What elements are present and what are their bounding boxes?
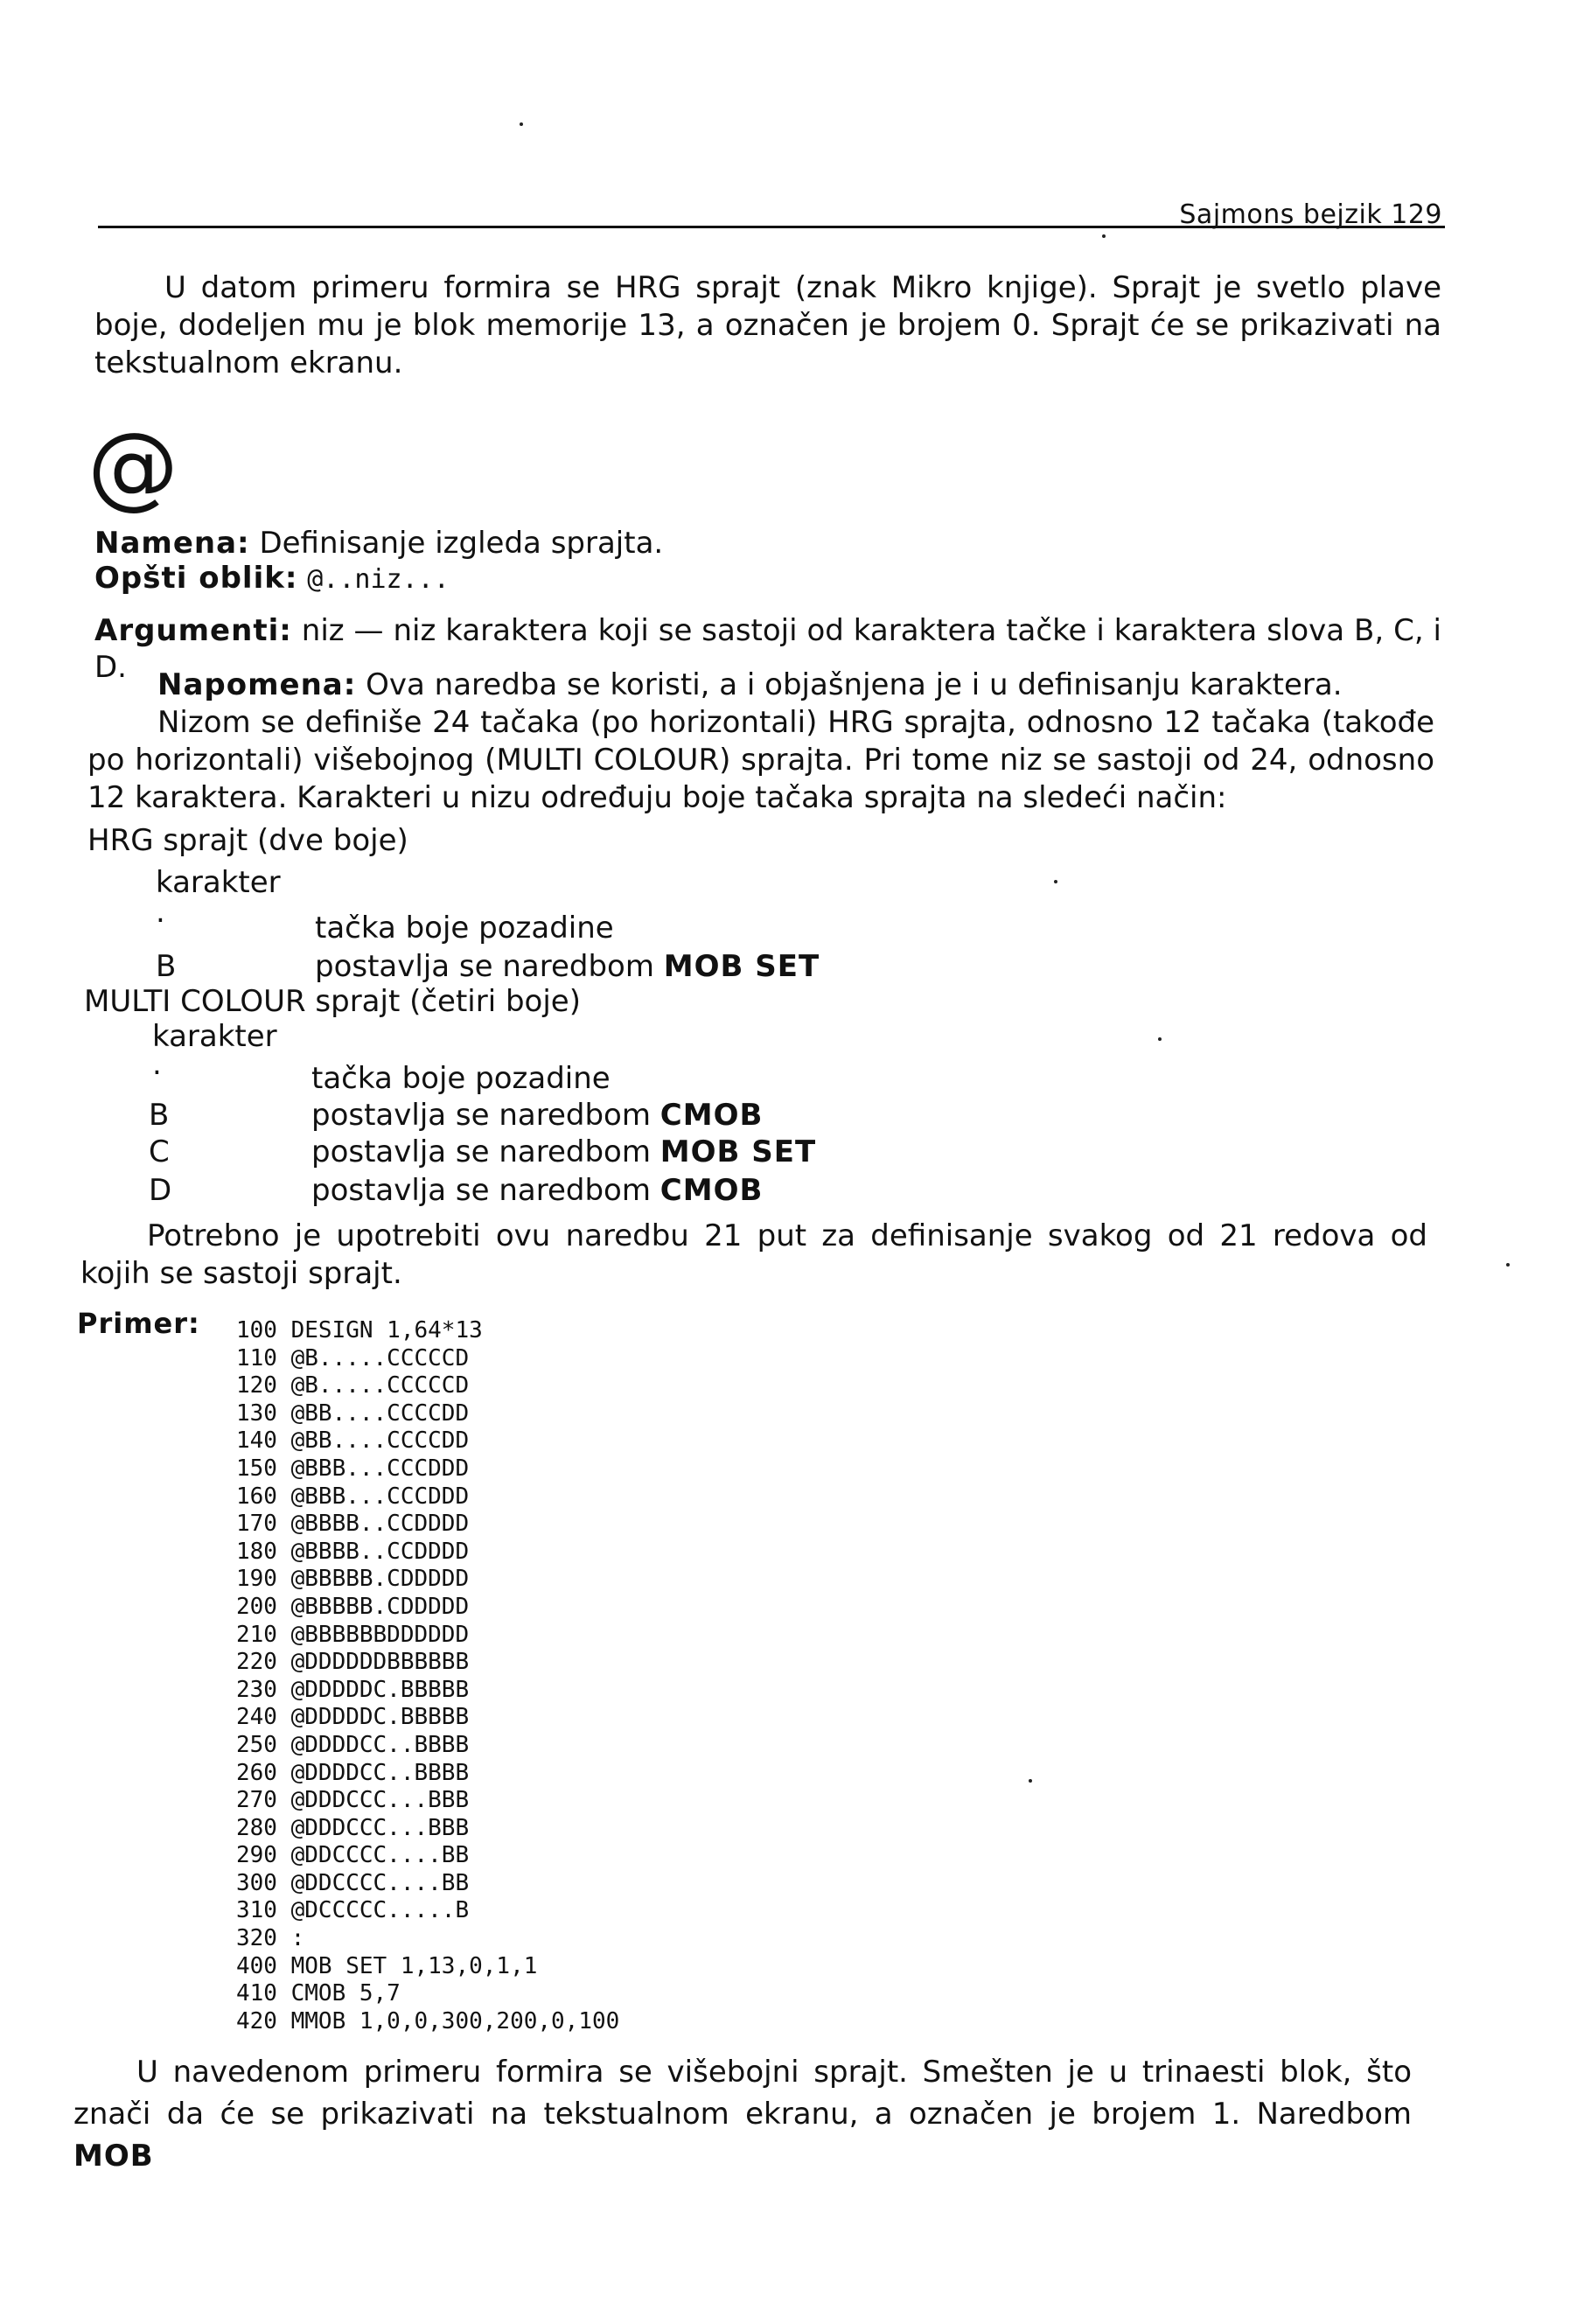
hrg-desc (315, 910, 614, 946)
code-line: 160 @BBB...CCCDDD (236, 1483, 470, 1510)
hrg-desc-kw: MOB SET (663, 949, 820, 984)
header-rule (98, 226, 1445, 228)
code-line: 210 @BBBBBBDDDDDD (236, 1621, 470, 1648)
hrg-desc (315, 948, 820, 985)
multi-desc (311, 1134, 816, 1170)
napomena-block (87, 666, 1434, 817)
multi-desc-text: postavlja se naredbom (311, 1134, 660, 1169)
code-listing (236, 1317, 619, 2035)
argumenti-label: Argumenti: (94, 613, 292, 648)
multi-key: . (152, 1047, 162, 1082)
multi-column-label: karakter (152, 1019, 277, 1054)
code-line: 110 @B.....CCCCCD (236, 1344, 470, 1371)
code-line: 300 @DDCCCC....BB (236, 1869, 470, 1896)
code-line: 400 MOB SET 1,13,0,1,1 (236, 1952, 538, 1979)
code-line: 240 @DDDDDC.BBBBB (236, 1704, 470, 1731)
print-speck (1029, 1779, 1032, 1783)
code-line: 270 @DDDCCC...BBB (236, 1787, 470, 1814)
code-line: 420 MMOB 1,0,0,300,200,0,100 (236, 2007, 620, 2034)
closing-text: U navedenom primeru formira se višebojni sprajt. Smešten je u trinaesti blok, što znači da će se prikazivati na tekstualnom ekranu, a označen je brojem 1. Naredbom (73, 2055, 1412, 2132)
intro-paragraph (94, 269, 1441, 382)
hrg-key: B (156, 949, 177, 984)
closing-kw: MOB (73, 2139, 154, 2174)
hrg-column-label: karakter (156, 865, 281, 900)
multi-desc-text: tačka boje pozadine (311, 1061, 611, 1096)
code-line: 320 : (236, 1925, 305, 1952)
multi-desc-kw: CMOB (659, 1098, 764, 1133)
code-line: 310 @DCCCCC.....B (236, 1897, 470, 1924)
code-line: 140 @BB....CCCCDD (236, 1427, 470, 1455)
multi-desc (311, 1097, 763, 1134)
primer-label: Primer: (77, 1307, 200, 1340)
multi-desc-kw: CMOB (659, 1173, 764, 1208)
code-line: 280 @DDDCCC...BBB (236, 1814, 470, 1841)
print-speck (1054, 880, 1057, 883)
opsti-oblik-text: @..niz... (307, 564, 450, 595)
print-speck (1506, 1263, 1510, 1267)
usage-note-text: Potrebno je upotrebiti ovu naredbu 21 put za definisanje svakog od 21 redova od kojih se sastoji sprajt. (80, 1218, 1427, 1291)
code-line: 220 @DDDDDDBBBBBB (236, 1649, 470, 1676)
multi-key: B (149, 1098, 170, 1133)
multi-key: D (149, 1173, 172, 1208)
napomena-first: Ova naredba se koristi, a i objašnjena je i u definisanju karaktera. (366, 667, 1343, 702)
multi-desc (311, 1172, 763, 1209)
running-header: Sajmons bejzik 129 (1179, 199, 1442, 230)
code-line: 120 @B.....CCCCCD (236, 1372, 470, 1399)
multi-desc-kw: MOB SET (659, 1134, 817, 1169)
code-line: 290 @DDCCCC....BB (236, 1842, 470, 1869)
napomena-body: Nizom se definiše 24 tačaka (po horizontali) HRG sprajta, odnosno 12 tačaka (takođe po horizontali) višebojnog (MULTI COLOUR) sprajta. Pri tome niz se sastoji od 24, odnosno 12 karaktera. Karakteri u nizu određuju boje tačaka sprajta na sledeći način: (87, 705, 1434, 815)
multi-desc-text: postavlja se naredbom (311, 1098, 660, 1133)
closing-paragraph (73, 2051, 1412, 2177)
namena-line (94, 525, 663, 562)
print-speck (1102, 234, 1106, 238)
command-symbol: @ (87, 413, 178, 520)
code-line: 410 CMOB 5,7 (236, 1980, 401, 2007)
napomena-label: Napomena: (157, 667, 357, 702)
code-line: 100 DESIGN 1,64*13 (236, 1317, 483, 1343)
opsti-oblik-label: Opšti oblik: (94, 561, 298, 596)
hrg-desc-text: postavlja se naredbom (315, 949, 664, 984)
code-line: 260 @DDDDCC..BBBB (236, 1759, 470, 1786)
print-speck (1158, 1037, 1162, 1041)
hrg-key: . (156, 895, 165, 930)
multi-desc-text: postavlja se naredbom (311, 1173, 660, 1208)
code-line: 150 @BBB...CCCDDD (236, 1455, 470, 1482)
opsti-oblik-line (94, 560, 450, 598)
code-line: 250 @DDDDCC..BBBB (236, 1731, 470, 1758)
print-speck (520, 122, 523, 126)
hrg-desc-text: tačka boje pozadine (315, 911, 614, 946)
code-line: 190 @BBBBB.CDDDDD (236, 1566, 470, 1593)
multi-heading: MULTI COLOUR sprajt (četiri boje) (84, 984, 581, 1019)
argumenti-text: niz — niz karaktera koji se sastoji od karaktera tačke i karaktera slova B, C, i D. (94, 613, 1442, 685)
multi-desc (311, 1060, 611, 1097)
code-line: 170 @BBBB..CCDDDD (236, 1511, 470, 1538)
usage-note (80, 1218, 1427, 1293)
code-line: 180 @BBBB..CCDDDD (236, 1538, 470, 1565)
namena-label: Namena: (94, 526, 250, 561)
namena-text: Definisanje izgleda sprajta. (259, 526, 664, 561)
code-line: 200 @BBBBB.CDDDDD (236, 1593, 470, 1620)
multi-key: C (149, 1134, 170, 1169)
hrg-heading: HRG sprajt (dve boje) (87, 823, 408, 858)
code-line: 130 @BB....CCCCDD (236, 1399, 470, 1427)
intro-text: U datom primeru formira se HRG sprajt (znak Mikro knjige). Sprajt je svetlo plave boje, dodeljen mu je blok memorije 13, a označen je brojem 0. Sprajt će se prikazivati na tekstualnom ekranu. (94, 270, 1441, 380)
code-line: 230 @DDDDDC.BBBBB (236, 1676, 470, 1703)
